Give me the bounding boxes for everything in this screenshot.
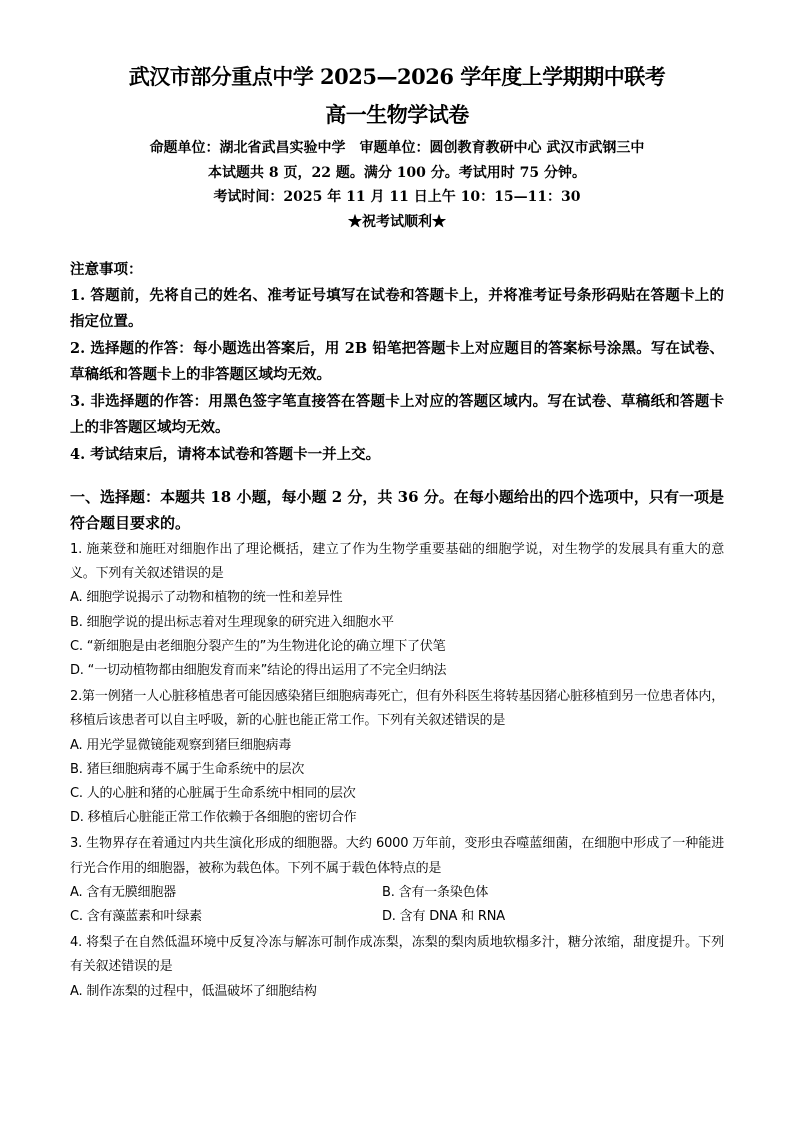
question-stem: 2.第一例猪一人心脏移植患者可能因感染猪巨细胞病毒死亡，但有外科医生将转基因猪心脏移植到另一位患者体内，移植后该患者可以自主呼吸，新的心脏也能正常工作。下列有关叙述错误的是	[70, 689, 724, 729]
note-item-2: 2. 选择题的作答：每小题选出答案后，用 2B 铅笔把答题卡上对应题目的答案标号涂黑。写在试卷、草稿纸和答题卡上的非答题区域均无效。	[70, 340, 724, 383]
question-stem: 4. 将梨子在自然低温环境中反复冷冻与解冻可制作成冻梨，冻梨的梨肉质地软榻多汁，糖分浓缩，甜度提升。下列有关叙述错误的是	[70, 935, 724, 975]
notes-heading: 注意事项：	[70, 261, 143, 278]
question-3	[70, 832, 724, 929]
option-a: A. 用光学显微镜能观察到猪巨细胞病毒	[70, 737, 292, 753]
question-2	[70, 685, 724, 830]
option-b: B. 细胞学说的提出标志着对生理现象的研究进入细胞水平	[70, 614, 394, 630]
note-item-4: 4. 考试结束后，请将本试卷和答题卡一并上交。	[70, 446, 381, 463]
question-1	[70, 538, 724, 683]
exam-time: 考试时间：2025 年 11 月 11 日上午 10：15—11：30	[213, 189, 581, 205]
option-a: A. 细胞学说揭示了动物和植物的统一性和差异性	[70, 590, 343, 606]
question-4	[70, 931, 724, 1004]
question-stem: 3. 生物界存在着通过内共生演化形成的细胞器。大约 6000 万年前，变形虫吞噬蓝细菌，在细胞中形成了一种能进行光合作用的细胞器，被称为载色体。下列不属于载色体特点的是	[70, 836, 724, 876]
option-d: D. “一切动植物都由细胞发育而来”结论的得出运用了不完全归纳法	[70, 663, 447, 679]
question-stem: 1. 施莱登和施旺对细胞作出了理论概括，建立了作为生物学重要基础的细胞学说，对生物学的发展具有重大的意义。下列有关叙述错误的是	[70, 542, 724, 582]
exam-page	[70, 62, 724, 1004]
option-a: A. 含有无膜细胞器	[70, 884, 176, 900]
exam-info: 本试题共 8 页，22 题。满分 100 分。考试用时 75 分钟。	[207, 164, 587, 181]
option-c: C. 含有藻蓝素和叶绿素	[70, 909, 202, 925]
option-b: B. 含有一条染色体	[382, 884, 489, 900]
exam-subtitle: 高一生物学试卷	[325, 102, 469, 127]
exam-wish: ★祝考试顺利★	[348, 213, 446, 230]
option-d: D. 含有 DNA 和 RNA	[382, 909, 505, 925]
exam-title: 武汉市部分重点中学 2025—2026 学年度上学期期中联考	[128, 64, 666, 89]
note-item-3: 3. 非选择题的作答：用黑色签字笔直接答在答题卡上对应的答题区域内。写在试卷、草稿纸和答题卡上的非答题区域均无效。	[70, 393, 724, 436]
option-d: D. 移植后心脏能正常工作依赖于各细胞的密切合作	[70, 810, 357, 826]
option-b: B. 猪巨细胞病毒不属于生命系统中的层次	[70, 761, 305, 777]
option-c: C. “新细胞是由老细胞分裂产生的”为生物进化论的确立埋下了伏笔	[70, 638, 446, 654]
exam-units: 命题单位：湖北省武昌实验中学 审题单位：圆创教育教研中心 武汉市武钢三中	[149, 140, 645, 156]
option-c: C. 人的心脏和猪的心脏属于生命系统中相同的层次	[70, 786, 356, 802]
section-heading-choice: 一、选择题：本题共 18 小题，每小题 2 分，共 36 分。在每小题给出的四个选项中，只有一项是符合题目要求的。	[70, 488, 724, 532]
note-item-1: 1. 答题前，先将自己的姓名、准考证号填写在试卷和答题卡上，并将准考证号条形码贴在答题卡上的指定位置。	[70, 287, 724, 330]
option-row	[70, 905, 724, 929]
option-row	[70, 881, 724, 905]
option-a: A. 制作冻梨的过程中，低温破坏了细胞结构	[70, 983, 317, 999]
